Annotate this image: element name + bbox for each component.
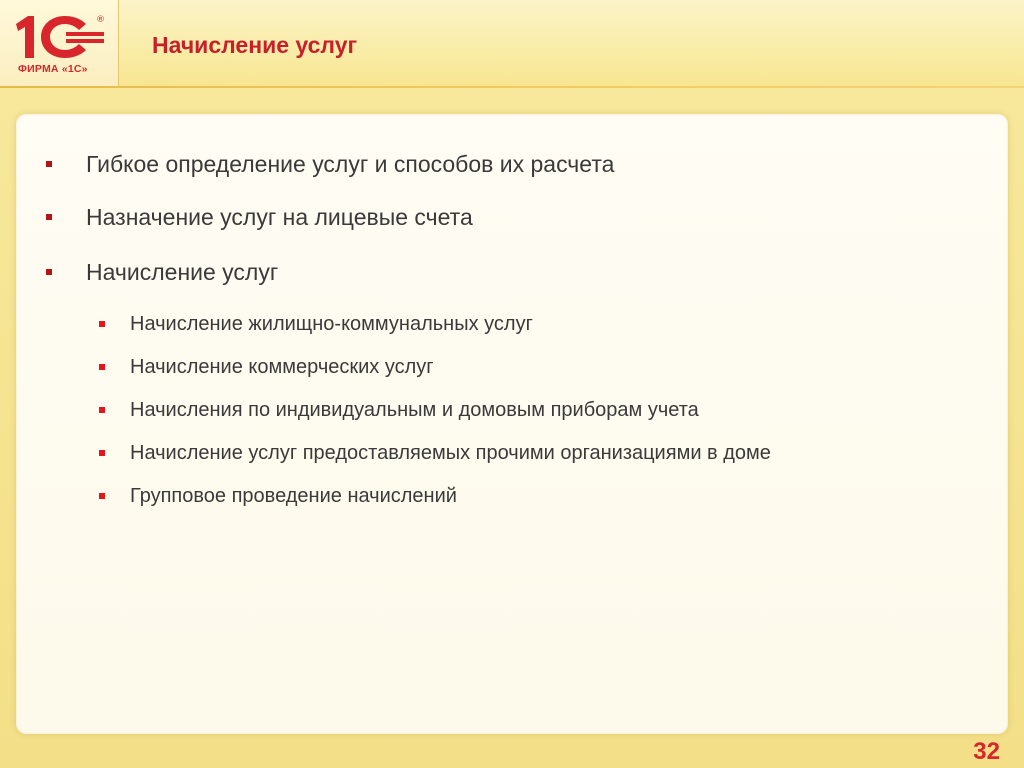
svg-text:®: ® [96,15,105,25]
content-panel [16,114,1008,734]
square-bullet-icon [46,161,52,167]
square-bullet-icon [99,321,105,327]
company-logo [0,0,119,86]
bullet-text: Назначение услуг на лицевые счета [86,204,473,230]
square-bullet-icon [99,364,105,370]
bullet-text: Начисление услуг [86,259,279,285]
sub-bullet-text: Начисление услуг предоставляемых прочими организациями в доме [130,442,771,464]
bullet-text: Гибкое определение услуг и способов их расчета [86,151,615,177]
sub-bullet-text: Групповое проведение начислений [130,485,457,507]
page-number: 32 [973,738,1000,765]
sub-bullet-text: Начисление коммерческих услуг [130,356,434,378]
slide-title: Начисление услуг [152,32,358,58]
square-bullet-icon [99,450,105,456]
logo-caption: ФИРМА «1С» [18,63,88,75]
square-bullet-icon [46,214,52,220]
sub-bullet-text: Начисление жилищно-коммунальных услуг [130,313,533,335]
square-bullet-icon [46,269,52,275]
1c-logo-icon [10,10,110,64]
header-divider [0,86,1024,88]
square-bullet-icon [99,493,105,499]
square-bullet-icon [99,407,105,413]
sub-bullet-text: Начисления по индивидуальным и домовым приборам учета [130,399,699,421]
